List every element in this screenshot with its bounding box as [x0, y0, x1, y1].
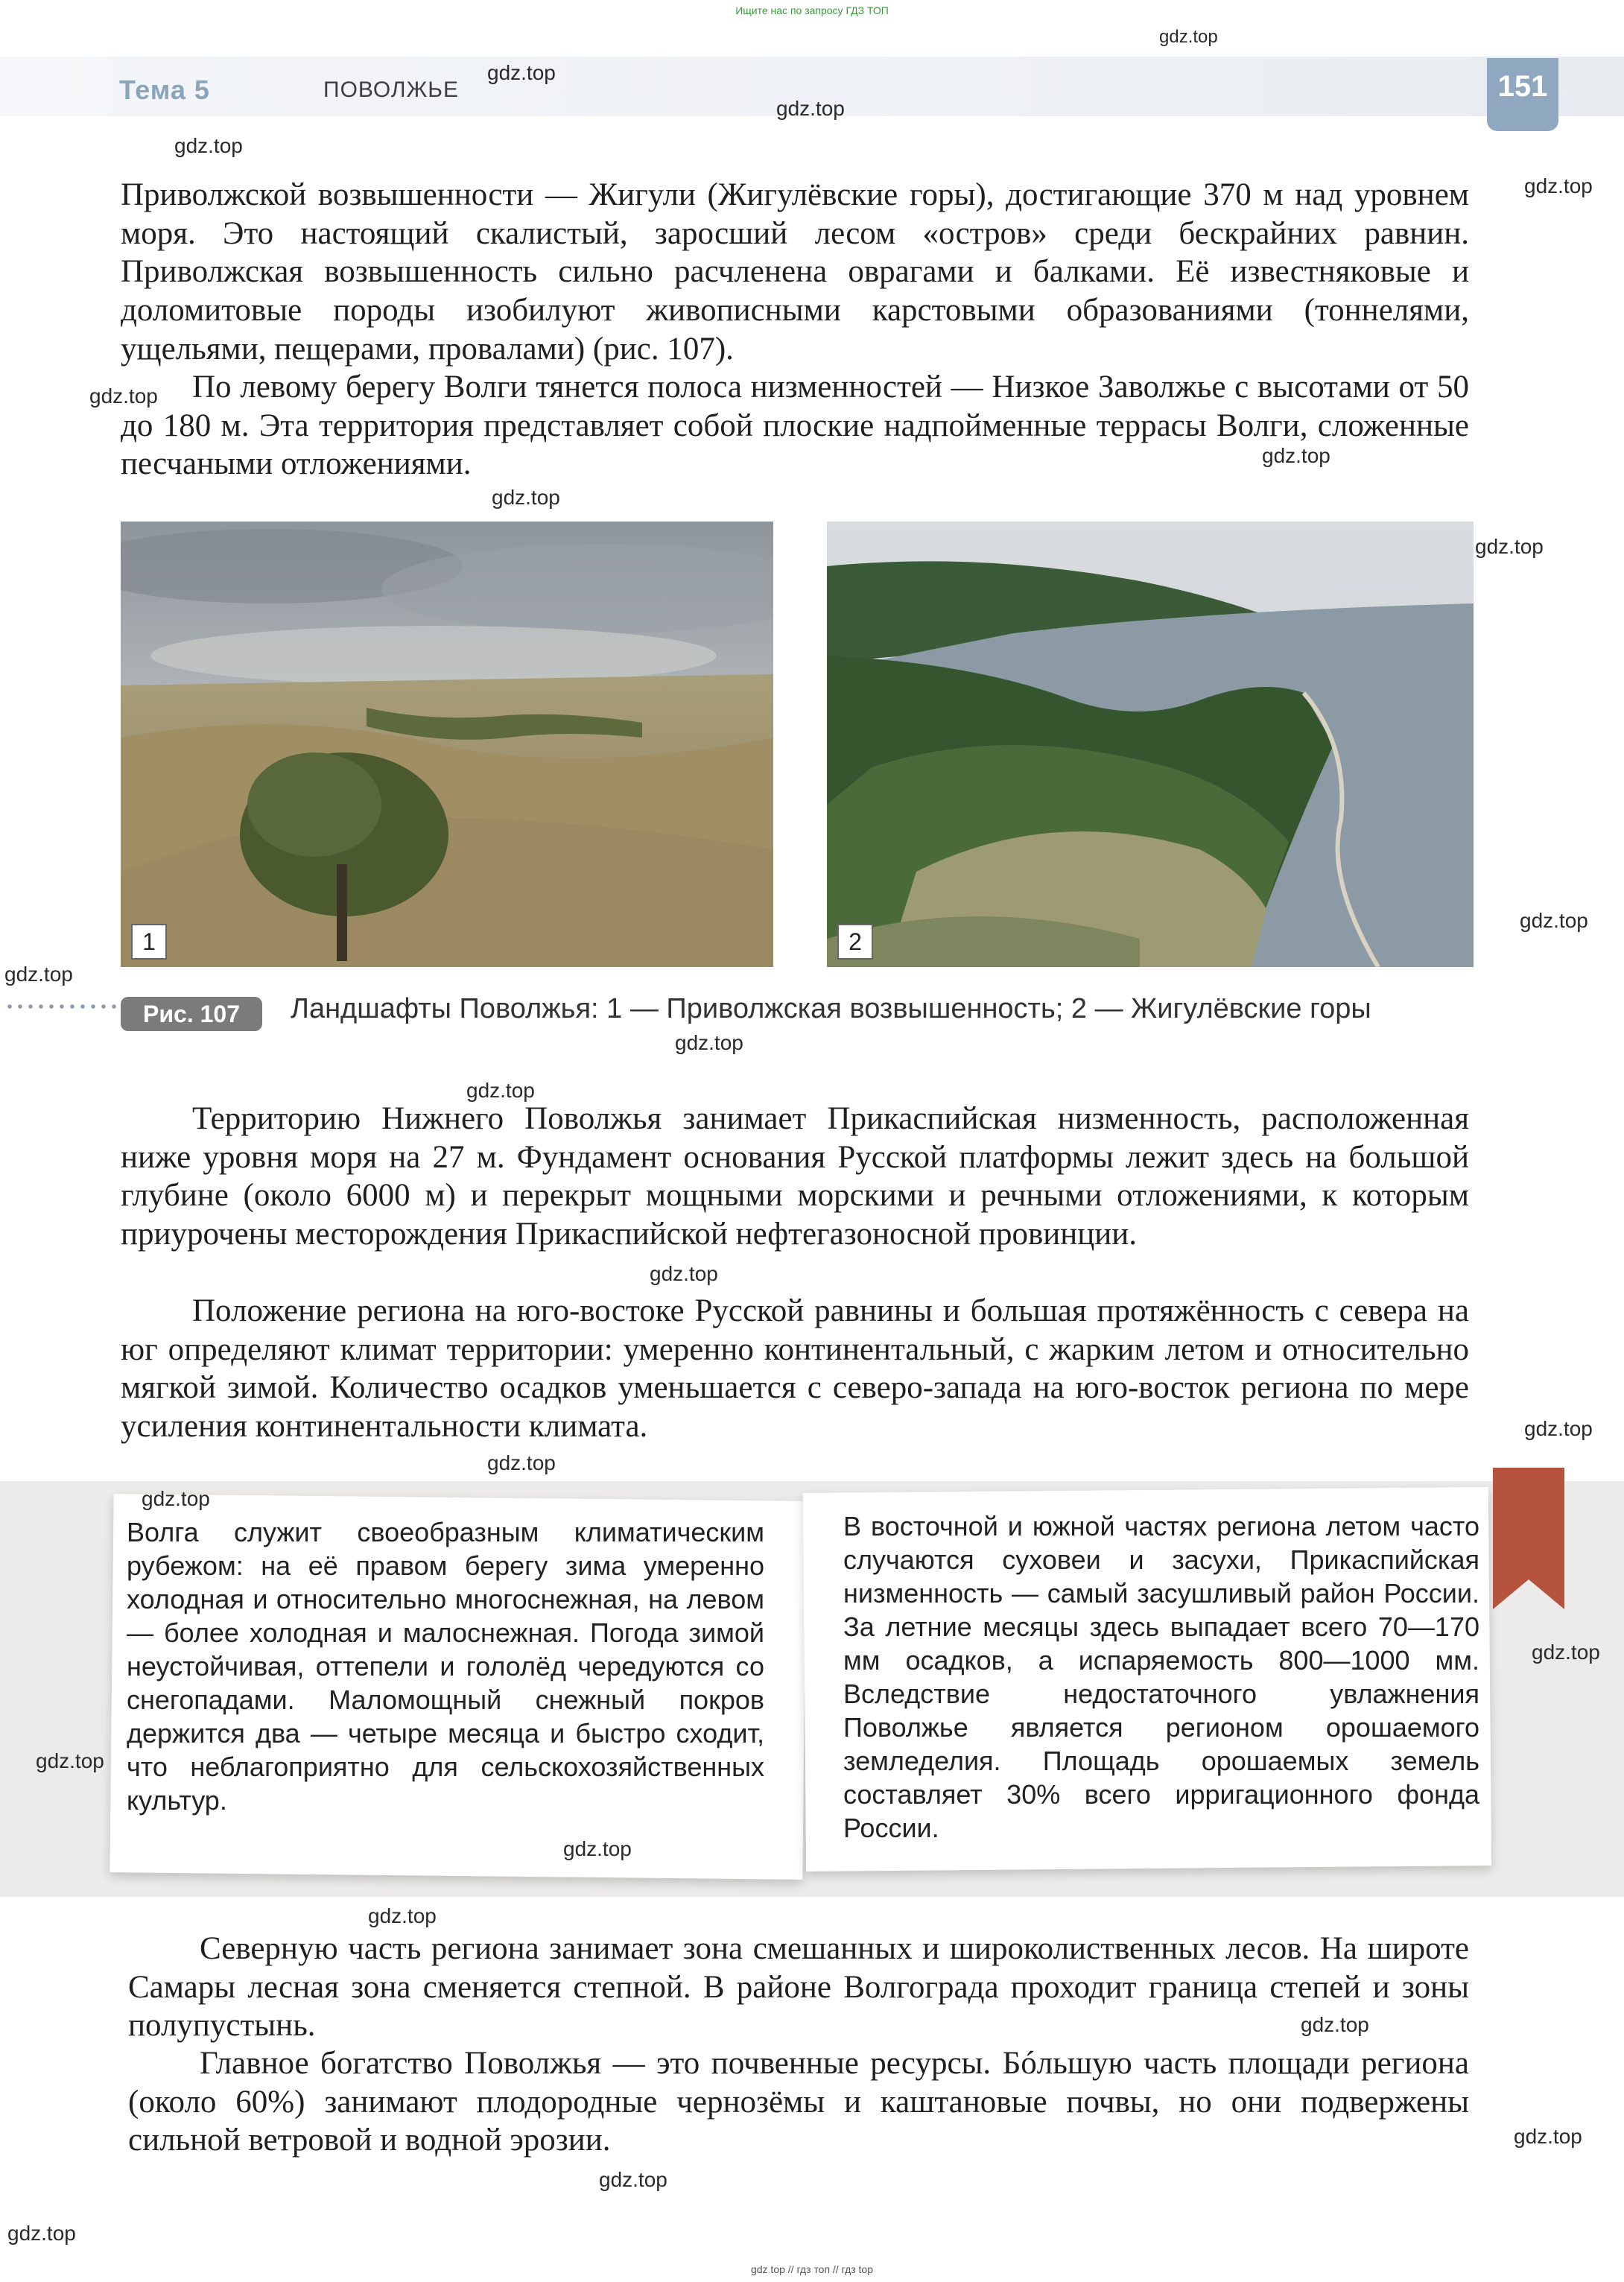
- watermark: gdz.top: [4, 963, 73, 986]
- watermark: gdz.top: [599, 2168, 667, 2191]
- watermark: gdz.top: [1532, 1641, 1600, 1664]
- figure-badge: Рис. 107: [121, 997, 262, 1031]
- photo-number-2: 2: [837, 924, 873, 960]
- watermark: gdz.top: [675, 1031, 743, 1054]
- watermark: gdz.top: [368, 1904, 437, 1927]
- info-text-left: Волга служит своеобразным климатическим рубежом: на её правом берегу зима умеренно холодная и относительно многоснежная, на левом — более холодная и малоснежная. Погода зимой неустойчивая, оттепели и гололёд чередуются со снегопадами. Маломощный снежный покров держится два — четыре месяца и быстро сходит, что неблагоприятно для сельскохозяйственных культур.: [127, 1517, 764, 1816]
- photo-privolzhskaya-upland: [121, 522, 773, 967]
- paragraph-4: Положение региона на юго-востоке Русской равнины и большая протяжённость с севера на юг определяют климат территории: умеренно континентальный, с жарким летом и относительно мягкой зимой. Количество осадков уменьшается с северо-запада на юго-восток региона по мере усиления континентальности климата.: [121, 1293, 1469, 1445]
- watermark: gdz.top: [492, 486, 560, 509]
- watermark: gdz.top: [1301, 2013, 1369, 2036]
- watermark: gdz.top: [563, 1837, 632, 1860]
- page-number: 151: [1487, 58, 1558, 131]
- watermark: gdz.top: [142, 1487, 210, 1510]
- caption-dots: [4, 1004, 116, 1009]
- bookmark-ribbon-icon: [1493, 1468, 1564, 1609]
- watermark: gdz.top: [650, 1262, 718, 1285]
- watermark: gdz.top: [487, 1451, 556, 1474]
- watermark: gdz.top: [1514, 2125, 1582, 2148]
- footer-note: gdz top // гдз топ // гдз top: [750, 2263, 874, 2275]
- paragraph-6: Главное богатство Поволжья — это почвенные ресурсы. Бóльшую часть площади региона (около 60%) занимают плодородные чернозёмы и каштановые почвы, но они подвержены сильной ветровой и водной эрозии.: [128, 2046, 1469, 2158]
- watermark: gdz.top: [1475, 535, 1544, 558]
- watermark: gdz.top: [36, 1749, 104, 1772]
- watermark: gdz.top: [776, 97, 845, 120]
- watermark: gdz.top: [1262, 444, 1330, 467]
- watermark: gdz.top: [174, 134, 243, 157]
- watermark: gdz.top: [1520, 909, 1588, 932]
- theme-label: Тема 5: [119, 75, 210, 105]
- region-title: ПОВОЛЖЬЕ: [323, 77, 459, 102]
- photo-number-1: 1: [131, 924, 167, 960]
- paragraph-5: Северную часть региона занимает зона смешанных и широколиственных лесов. На широте Самары лесная зона сменяется степной. В районе Волгограда проходит граница степей и зоны полупустынь.: [128, 1931, 1469, 2044]
- watermark: gdz.top: [1159, 27, 1218, 47]
- watermark: gdz.top: [1524, 174, 1593, 197]
- paragraph-3: Территорию Нижнего Поволжья занимает Прикаспийская низменность, расположенная ниже уровня моря на 27 м. Фундамент основания Русской платформы лежит здесь на большой глубине (около 6000 м) и перекрыт мощными морскими и речными отложениями, к которым приурочены месторождения Прикаспийской нефтегазоносной провинции.: [121, 1101, 1469, 1252]
- watermark: gdz.top: [487, 61, 556, 84]
- top-search-note: Ищите нас по запросу ГДЗ ТОП: [735, 4, 889, 16]
- figure-caption: Ландшафты Поволжья: 1 — Приволжская возвышенность; 2 — Жигулёвские горы: [291, 993, 1371, 1024]
- paragraph-2: По левому берегу Волги тянется полоса низменностей — Низкое Заволжье с высотами от 50 до 180 м. Эта территория представляет собой плоские надпойменные террасы Волги, сложенные песчаными отложениями.: [121, 370, 1469, 482]
- watermark: gdz.top: [1524, 1417, 1593, 1440]
- watermark: gdz.top: [466, 1079, 535, 1102]
- info-text-right: В восточной и южной частях региона летом часто случаются суховеи и засухи, Прикаспийская низменность — самый засушливый район России. За летние месяцы здесь выпадает всего 70—170 мм осадков, а испаряемость 800—1000 мм. Вследствие недостаточного увлажнения Поволжье является регионом орошаемого земледелия. Площадь орошаемых земель составляет 30% всего ирригационного фонда России.: [843, 1511, 1479, 1843]
- photo-zhiguli-mountains: [827, 522, 1474, 967]
- watermark: gdz.top: [89, 384, 158, 408]
- watermark: gdz.top: [7, 2222, 76, 2245]
- paragraph-1: Приволжской возвышенности — Жигули (Жигулёвские горы), достигающие 370 м над уровнем моря. Это настоящий скалистый, заросший лесом «остров» среди бескрайних равнин. Приволжская возвышенность сильно расчленена оврагами и балками. Её известняковые и доломитовые породы изобилуют живописными карстовыми образованиями (тоннелями, ущельями, пещерами, провалами) (рис. 107).: [121, 177, 1469, 367]
